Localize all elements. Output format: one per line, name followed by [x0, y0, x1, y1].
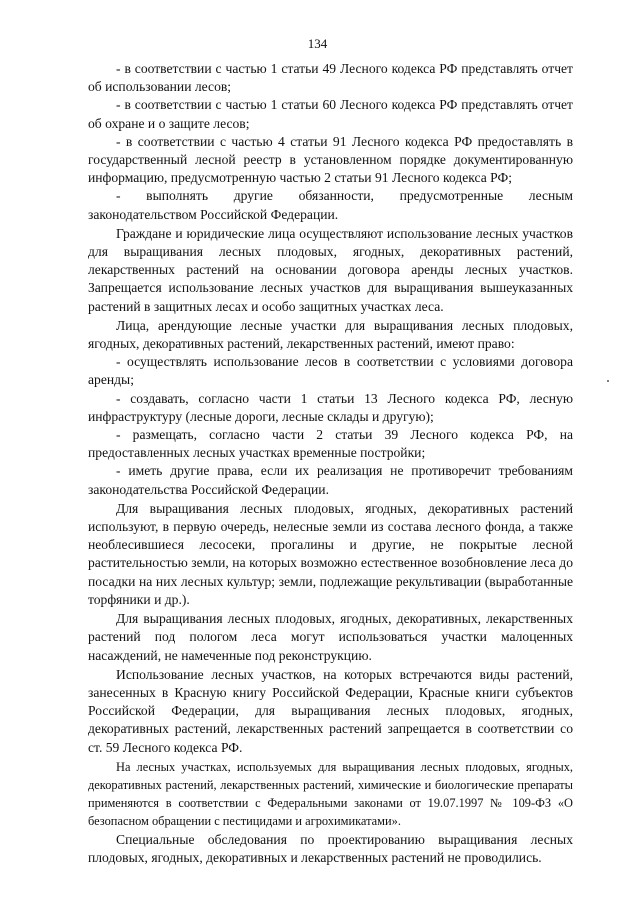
paragraph-chemical-preparations: На лесных участках, используемых для выращивания лесных плодовых, ягодных, декоративных растений, лекарственных растений, химические и биологические препараты применяются в соответствии с Федеральными законами от 19.07.1997 № 109-ФЗ «О безопасном обращении с пестицидами и агрохимикатами».: [88, 759, 573, 828]
paragraph-right-use-forests: - осуществлять использование лесов в соответствии с условиями договора аренды;: [88, 354, 573, 388]
paragraph-right-temporary-buildings: - размещать, согласно части 2 статьи 39 Лесного кодекса РФ, на предоставленных лесных участках временные постройки;: [88, 427, 573, 461]
paragraph-right-other: - иметь другие права, если их реализация не противоречит требованиям законодательства Российской Федерации.: [88, 463, 573, 497]
paragraph-lessee-rights-intro: Лица, арендующие лесные участки для выращивания лесных плодовых, ягодных, декоративных растений, лекарственных растений, имеют право:: [88, 317, 573, 352]
paragraph-forest-registry: - в соответствии с частью 4 статьи 91 Лесного кодекса РФ предоставлять в государственный лесной реестр в установленном порядке документированную информацию, предусмотренную частью 2 статьи 91 Лесного кодекса РФ;: [88, 133, 573, 186]
paragraph-other-duties: - выполнять другие обязанности, предусмотренные лесным законодательством Российской Федерации.: [88, 188, 573, 222]
paragraph-report-forest-use: - в соответствии с частью 1 статьи 49 Лесного кодекса РФ представлять отчет об использовании лесов;: [88, 61, 573, 95]
paragraph-land-selection: Для выращивания лесных плодовых, ягодных, декоративных растений используют, в первую очередь, нелесные земли из состава лесного фонда, а также необлесившиеся лесосеки, прогалины и другие, не покрытые лесной растительностью земли, на которых возможно естественное возобновление леса до посадки на них лесных культур; земли, подлежащие рекультивации (выработанные торфяники и др.).: [88, 500, 573, 607]
paragraph-lease-basis: Граждане и юридические лица осуществляют использование лесных участков для выращивания лесных плодовых, ягодных, декоративных растений, лекарственных растений на основании договора аренды лесных участков. Запрещается использование лесных участков для выращивания вышеуказанных растений в защитных лесах и особо защитных участках леса.: [88, 225, 573, 314]
paragraph-special-surveys: Специальные обследования по проектированию выращивания лесных плодовых, ягодных, декоративных и лекарственных растений не проводились.: [88, 831, 573, 865]
paragraph-report-forest-protection: - в соответствии с частью 1 статьи 60 Лесного кодекса РФ представлять отчет об охране и о защите лесов;: [88, 97, 573, 131]
body-text: [88, 60, 573, 867]
paragraph-under-canopy: Для выращивания лесных плодовых, ягодных, декоративных, лекарственных растений под пологом леса могут использоваться участки малоценных насаждений, не намеченные под реконструкцию.: [88, 611, 573, 663]
paragraph-red-book-prohibition: Использование лесных участков, на которых встречаются виды растений, занесенных в Красную книгу Российской Федерации, Красные книги субъектов Российской Федерации, для выращивания лесных плодовых, ягодных, декоративных растений, лекарственных растений запрещается в соответствии со ст. 59 Лесного кодекса РФ.: [88, 666, 573, 755]
paragraph-right-infrastructure: - создавать, согласно части 1 статьи 13 Лесного кодекса РФ, лесную инфраструктуру (лесные дороги, лесные склады и другую);: [88, 390, 573, 424]
scan-speck: [607, 380, 609, 382]
page-number: 134: [307, 36, 328, 51]
